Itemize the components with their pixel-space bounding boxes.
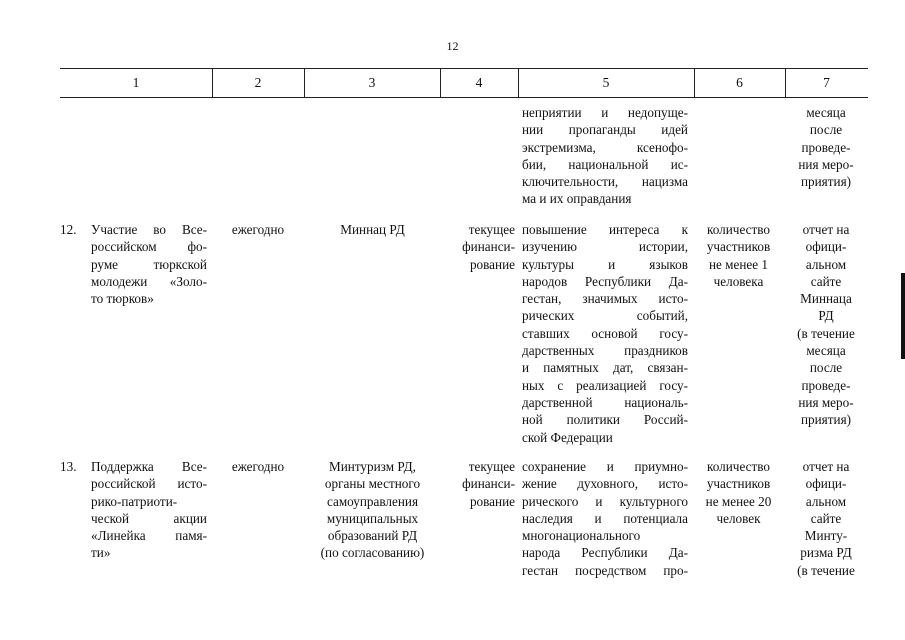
- row-13-indicator: [695, 458, 782, 527]
- column-header-2: 2: [254, 75, 262, 90]
- text-line: текущее: [468, 459, 515, 474]
- column-header-3: 3: [368, 75, 376, 90]
- row-13-funding: [445, 458, 515, 510]
- row-12-indicator: [695, 221, 782, 290]
- row-12-executor: [305, 221, 440, 238]
- text-line: Минту-: [804, 528, 848, 544]
- text-line: (в течение: [797, 562, 855, 578]
- text-line: жение духовного, исто-: [522, 476, 688, 492]
- column-header-5: 5: [602, 75, 610, 90]
- text-line: участников: [706, 476, 771, 492]
- text-line: текущее: [468, 222, 515, 237]
- text-line: приятия): [800, 412, 852, 428]
- row-12-expected-result: [522, 221, 688, 446]
- text-line: повышение интереса к: [522, 222, 688, 237]
- text-line: ской Федерации: [522, 429, 613, 445]
- text-line: российской исто-: [91, 476, 207, 492]
- table-header-top-rule: [60, 68, 868, 69]
- text-line: ной политики Россий-: [522, 412, 688, 428]
- text-line: молодежи «Золо-: [91, 273, 207, 289]
- text-line: проведе-: [801, 139, 851, 155]
- text-line: месяца: [806, 105, 846, 120]
- text-line: Минтуризм РД,: [329, 459, 416, 474]
- text-line: народов Республики Да-: [522, 273, 688, 289]
- text-line: (по согласованию): [320, 545, 425, 561]
- text-line: Миннац РД: [340, 222, 405, 237]
- row-13-expected-result: [522, 458, 688, 579]
- text-line: муниципальных: [326, 510, 419, 526]
- text-line: проведе-: [801, 377, 851, 393]
- row-12-period: [212, 221, 304, 238]
- text-line: ческой акции: [91, 510, 207, 526]
- text-line: сайте: [810, 510, 842, 526]
- text-line: Миннаца: [800, 291, 852, 307]
- text-line: рико-патриоти-: [91, 493, 178, 509]
- text-line: отчет на: [802, 222, 850, 237]
- text-line: (в течение: [797, 325, 855, 341]
- row-number: 12.: [60, 222, 77, 237]
- text-line: рических событий,: [522, 308, 688, 324]
- continuation-expected-result: [522, 104, 688, 208]
- text-line: Поддержка Все-: [91, 459, 207, 474]
- text-line: ма и их оправдания: [522, 191, 632, 207]
- text-line: гестан, значимых исто-: [522, 291, 688, 307]
- text-line: то тюрков»: [91, 291, 154, 307]
- text-line: после: [809, 122, 843, 138]
- text-line: альном: [805, 256, 847, 272]
- row-13-event: [60, 458, 207, 562]
- column-header-6: 6: [736, 75, 743, 90]
- text-line: российском фо-: [91, 239, 207, 255]
- text-line: не менее 1: [708, 256, 769, 272]
- text-line: экстремизма, ксенофо-: [522, 139, 688, 155]
- row-13-period: [212, 458, 304, 475]
- text-line: участников: [706, 239, 771, 255]
- text-line: ключительности, нацизма: [522, 174, 688, 190]
- text-line: нии пропаганды идей: [522, 122, 688, 138]
- text-line: офици-: [805, 476, 847, 492]
- text-line: Участие во Все-: [91, 222, 207, 237]
- text-line: культуры и языков: [522, 256, 688, 272]
- text-line: ризма РД: [800, 545, 852, 561]
- text-line: и памятных дат, связан-: [522, 360, 688, 376]
- text-line: количество: [707, 222, 770, 237]
- text-line: сохранение и приумно-: [522, 459, 688, 474]
- scan-edge-mark: [901, 273, 905, 359]
- text-line: альном: [805, 493, 847, 509]
- page-number: 12: [446, 39, 459, 53]
- text-line: образований РД: [327, 528, 418, 544]
- text-line: отчет на: [802, 459, 850, 474]
- text-line: месяца: [806, 343, 846, 359]
- text-line: человека: [713, 273, 764, 289]
- text-line: многонационального: [522, 528, 641, 544]
- text-line: ставших основой госу-: [522, 325, 688, 341]
- row-13-executor: [305, 458, 440, 562]
- row-13-report: [786, 458, 866, 579]
- text-line: руме тюркской: [91, 256, 207, 272]
- text-line: органы местного: [324, 476, 421, 492]
- text-line: сайте: [810, 273, 842, 289]
- text-line: народа Республики Да-: [522, 545, 688, 561]
- text-line: рование: [469, 493, 515, 509]
- row-number: 13.: [60, 459, 77, 474]
- table-header-bottom-rule: [60, 97, 868, 98]
- text-line: человек: [716, 510, 761, 526]
- text-line: офици-: [805, 239, 847, 255]
- text-line: гестан посредством про-: [522, 562, 688, 578]
- row-12-report: [786, 221, 866, 429]
- text-line: рического и культурного: [522, 493, 688, 509]
- text-line: наследия и потенциала: [522, 510, 688, 526]
- continuation-report: [786, 104, 866, 190]
- text-line: дарственной националь-: [522, 394, 688, 410]
- text-line: неприятии и недопуще-: [522, 105, 688, 120]
- text-line: не менее 20: [705, 493, 772, 509]
- text-line: количество: [707, 459, 770, 474]
- text-line: ния меро-: [798, 394, 854, 410]
- text-line: после: [809, 360, 843, 376]
- column-header-4: 4: [475, 75, 483, 90]
- text-line: РД: [818, 308, 834, 324]
- text-line: ти»: [91, 545, 111, 561]
- text-line: изучению истории,: [522, 239, 688, 255]
- text-line: «Линейка памя-: [91, 528, 207, 544]
- text-line: дарственных праздников: [522, 343, 688, 359]
- text-line: бии, национальной ис-: [522, 156, 688, 172]
- column-header-1: 1: [132, 75, 140, 90]
- text-line: рование: [469, 256, 515, 272]
- row-12-funding: [445, 221, 515, 273]
- text-line: ежегодно: [231, 222, 285, 237]
- column-header-7: 7: [823, 75, 830, 90]
- text-line: ных с реализацией госу-: [522, 377, 688, 393]
- text-line: финанси-: [462, 476, 515, 492]
- text-line: приятия): [800, 174, 852, 190]
- row-12-event: [60, 221, 207, 307]
- text-line: ежегодно: [231, 459, 285, 474]
- text-line: ния меро-: [798, 156, 854, 172]
- text-line: финанси-: [462, 239, 515, 255]
- text-line: самоуправления: [326, 493, 419, 509]
